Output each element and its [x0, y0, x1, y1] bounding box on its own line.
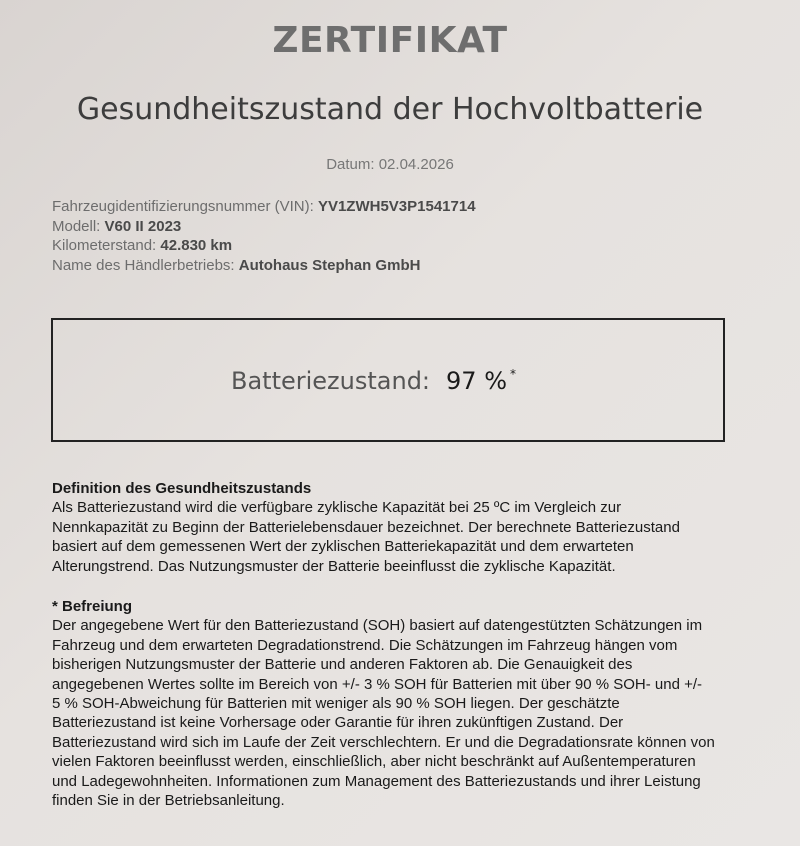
- vin-value: YV1ZWH5V3P1541714: [317, 198, 476, 215]
- certificate-date: Datum: 02.04.2026: [326, 156, 454, 173]
- exemption-line: Der angegebene Wert für den Batteriezustand (SOH) basiert auf datengestützten Schätzungen im: [52, 617, 703, 635]
- dealer-label: Name des Händlerbetriebs:: [52, 256, 235, 274]
- exemption-line: Batteriezustand wird sich im Laufe der Zeit verschlechtern. Er und die Degradationsrate können von: [52, 733, 715, 751]
- model-value: V60 II 2023: [104, 217, 182, 235]
- definition-line: basiert auf dem gemessenen Wert der zyklischen Batteriekapazität und dem erwarteten: [52, 538, 634, 556]
- exemption-line: 5 % SOH-Abweichung für Batterien mit weniger als 90 % SOH liegen. Der geschätzte: [52, 695, 620, 713]
- vin-row: [52, 197, 476, 217]
- battery-health-readout: [231, 367, 516, 395]
- model-row: [52, 217, 476, 237]
- exemption-line: und Ladegewohnheiten. Informationen zum Management des Batteriezustands und ihrer Leistung: [52, 772, 701, 790]
- vin-label: Fahrzeugidentifizierungsnummer (VIN):: [52, 198, 314, 215]
- exemption-section: [52, 597, 772, 810]
- mileage-value: 42.830 km: [160, 237, 233, 254]
- exemption-line: angegebenen Wertes sollte im Bereich von +/- 3 % SOH für Batterien mit über 90 % SOH- und +/-: [52, 675, 703, 693]
- battery-health-value: 97 %: [446, 367, 508, 395]
- exemption-heading: * Befreiung: [52, 598, 133, 615]
- mileage-row: [52, 236, 476, 256]
- mileage-label: Kilometerstand:: [52, 237, 157, 254]
- definition-section: [52, 479, 772, 576]
- exemption-line: finden Sie in der Betriebsanleitung.: [52, 792, 285, 810]
- definition-line: Alterungstrend. Das Nutzungsmuster der Batterie beeinflusst die zyklische Kapazität.: [52, 557, 616, 575]
- battery-health-box: [51, 318, 725, 442]
- vehicle-info: [52, 197, 476, 275]
- exemption-line: vielen Faktoren beeinflusst werden, einschließlich, aber nicht beschränkt auf Außentemperaturen: [52, 753, 696, 771]
- exemption-line: Fahrzeug und dem erwarteten Degradationstrend. Die Schätzungen im Fahrzeug hängen vom: [52, 636, 678, 654]
- exemption-line: Batteriezustand ist keine Vorhersage oder Garantie für ihren zukünftigen Zustand. Der: [52, 714, 624, 732]
- battery-health-footnote-marker: *: [510, 367, 517, 381]
- battery-health-label: Batteriezustand:: [231, 367, 431, 395]
- certificate-title: ZERTIFIKAT: [272, 20, 508, 61]
- dealer-value: Autohaus Stephan GmbH: [238, 256, 421, 274]
- exemption-line: bisherigen Nutzungsmuster der Batterie und anderen Faktoren ab. Die Genauigkeit des: [52, 656, 633, 674]
- definition-heading: Definition des Gesundheitszustands: [52, 480, 312, 497]
- model-label: Modell:: [52, 217, 101, 235]
- definition-line: Als Batteriezustand wird die verfügbare zyklische Kapazität bei 25 ºC im Vergleich zur: [52, 499, 622, 517]
- certificate-subtitle: Gesundheitszustand der Hochvoltbatterie: [76, 92, 704, 127]
- dealer-row: [52, 256, 476, 276]
- definition-line: Nennkapazität zu Beginn der Batterielebensdauer bezeichnet. Der berechnete Batteriezustand: [52, 518, 680, 536]
